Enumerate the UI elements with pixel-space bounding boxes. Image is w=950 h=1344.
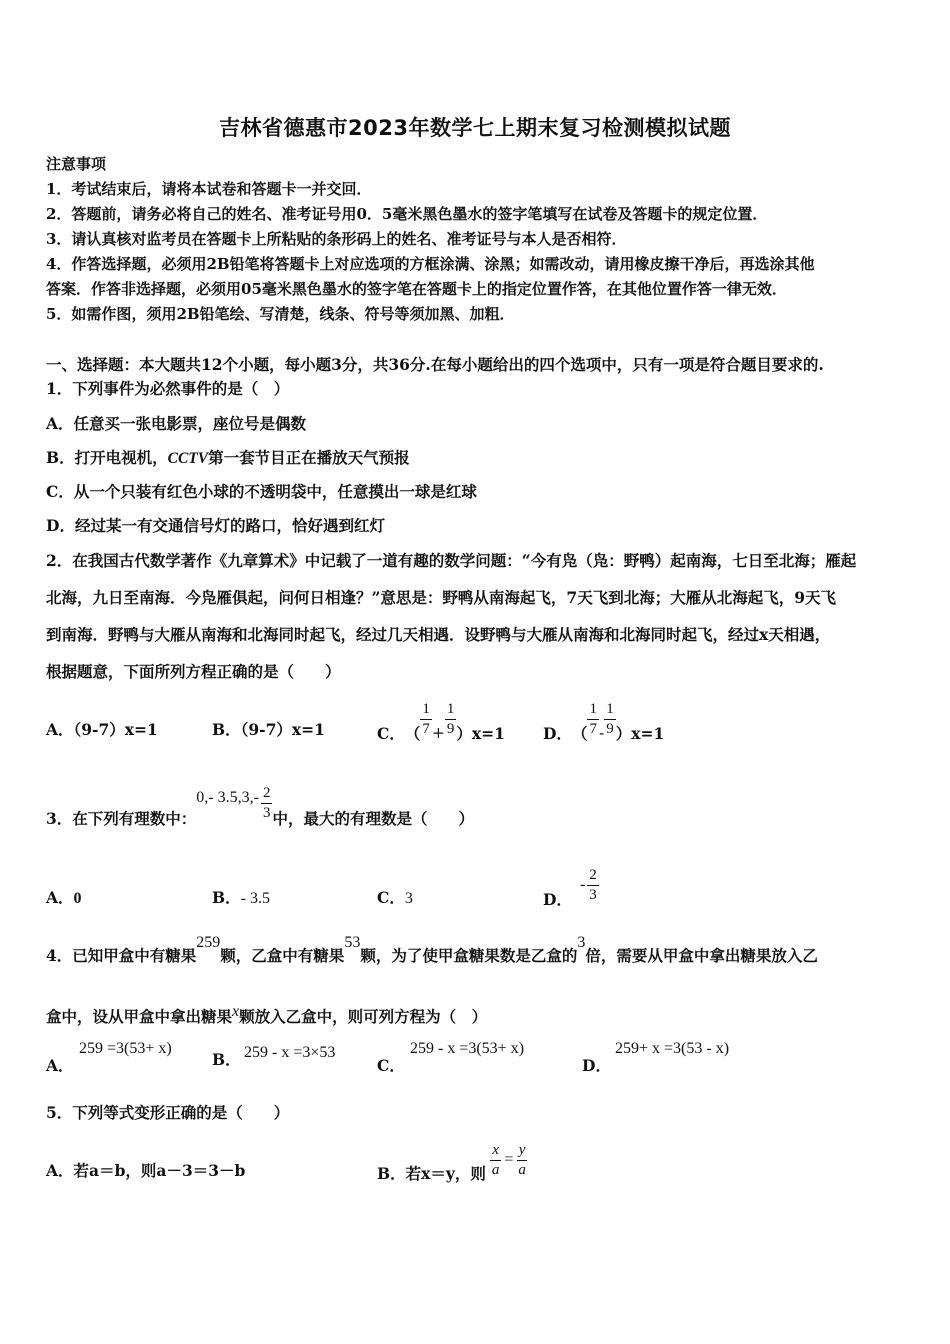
fraction-numerator: 1: [604, 702, 616, 720]
question-2-option-d: [543, 694, 664, 744]
fraction: [587, 868, 599, 903]
question-4-option-c-label: C．: [377, 1056, 405, 1075]
notice-heading: 注意事项: [46, 155, 107, 173]
question-5-option-a: A．若a＝b，则a－3＝3－b: [46, 1161, 246, 1180]
fraction-denominator: 9: [446, 720, 455, 737]
question-3-option-a: [46, 886, 82, 908]
question-4-option-c-eq: 259 - x =3(53+ x): [410, 1040, 525, 1057]
fraction: [516, 1143, 528, 1178]
equals-sign: =: [504, 1151, 514, 1168]
paren: （: [404, 724, 421, 743]
question-5-stem: 5．下列等式变形正确的是（ ）: [46, 1103, 290, 1122]
question-1-option-c: C．从一个只装有红色小球的不透明袋中，任意摸出一球是红球: [46, 482, 477, 501]
fraction: [445, 702, 457, 737]
question-4-option-d-label: D．: [582, 1056, 611, 1075]
fraction: [261, 786, 273, 821]
notice-item: 1．考试结束后，请将本试卷和答题卡一并交回．: [46, 180, 372, 198]
question-5-option-b: [377, 1136, 528, 1184]
option-label: C．: [377, 888, 405, 907]
notice-item: 4．作答选择题，必须用2B铅笔将答题卡上对应选项的方框涂满、涂黑；如需改动，请用橡皮擦干净后，再选涂其他: [46, 255, 815, 273]
question-3-stem: [46, 777, 474, 829]
question-1-option-b: [46, 446, 410, 468]
question-1-option-d: D．经过某一有交通信号灯的路口，恰好遇到红灯: [46, 516, 385, 535]
question-4-option-a-label: A．: [46, 1056, 74, 1075]
option-label: A．: [46, 888, 74, 907]
fraction: [604, 702, 616, 737]
minus-sign: -: [579, 876, 586, 893]
question-4-stem-line: [46, 1005, 487, 1027]
question-2-stem-line: 2．在我国古代数学著作《九章算术》中记载了一道有趣的数学问题：“今有凫（凫：野鸭）起南海，七日至北海；雁起: [46, 551, 857, 570]
option-label: D．: [543, 724, 572, 743]
question-3-option-b: [212, 886, 270, 908]
question-3-option-d: [543, 860, 599, 910]
number-list: 0,- 3.5,3,-: [196, 789, 259, 806]
question-2-option-b: B．（9-7）x=1: [212, 720, 325, 739]
question-1-option-a: A．任意买一张电影票，座位号是偶数: [46, 414, 307, 433]
stem-text: 颗放入乙盒中，则可列方程为（ ）: [239, 1007, 488, 1026]
fraction-denominator: a: [518, 1161, 526, 1178]
stem-text: 倍，需要从甲盒中拿出糖果放入乙: [585, 946, 818, 965]
fraction-denominator: 7: [422, 720, 430, 737]
fraction-denominator: 3: [589, 886, 597, 903]
fraction-denominator: 9: [606, 720, 614, 737]
number: 53: [344, 934, 361, 951]
fraction: [420, 702, 432, 737]
stem-text: 3．在下列有理数中：: [46, 809, 197, 828]
option-value: 3: [404, 890, 413, 907]
section-heading: 一、选择题：本大题共12个小题，每小题3分，共36分.在每小题给出的四个选项中，只有一项是符合题目要求的.: [46, 355, 824, 374]
option-value: 0: [73, 890, 82, 907]
paren-close: ）x=1: [615, 724, 665, 743]
number: 3: [577, 934, 586, 951]
fraction: [587, 702, 599, 737]
stem-text: 颗，为了使甲盒糖果数是乙盒的: [360, 946, 578, 965]
notice-item: 答案．作答非选择题，必须用05毫米黑色墨水的签字笔在答题卡上的指定位置作答，在其他位置作答一律无效．: [46, 280, 787, 298]
notice-item: 3．请认真核对监考员在答题卡上所粘贴的条形码上的姓名、准考证号与本人是否相符．: [46, 230, 627, 248]
question-4-option-b-label: B．: [212, 1050, 241, 1069]
question-4-stem-line: [46, 934, 818, 966]
option-b-text-rest: 第一套节目正在播放天气预报: [208, 448, 410, 467]
question-4-option-a-eq: 259 =3(53+ x): [79, 1040, 172, 1057]
fraction-numerator: 1: [445, 702, 457, 720]
option-label: B．: [212, 888, 241, 907]
page-title: 吉林省德惠市2023年数学七上期末复习检测模拟试题: [219, 116, 731, 140]
fraction-denominator: 7: [589, 720, 597, 737]
option-b-text: B．打开电视机，: [46, 448, 168, 467]
stem-text: 盒中，设从甲盒中拿出糖果: [46, 1007, 233, 1026]
question-2-stem-line: 到南海．野鸭与大雁从南海和北海同时起飞，经过几天相遇．设野鸭与大雁从南海和北海同时起飞，经过x天相遇，: [46, 625, 831, 644]
cctv-text: CCTV: [167, 450, 209, 467]
fraction-denominator: a: [491, 1161, 500, 1178]
stem-text: 颗，乙盒中有糖果: [220, 946, 345, 965]
paren-close: ）x=1: [456, 724, 505, 743]
number: 259: [196, 934, 221, 951]
question-1-stem: 1．下列事件为必然事件的是（ ）: [46, 379, 290, 398]
question-3-option-c: [377, 886, 413, 908]
question-2-option-a: A．（9-7）x=1: [46, 720, 158, 739]
question-2-stem-line: 根据题意，下面所列方程正确的是（ ）: [46, 662, 341, 681]
operator: -: [598, 724, 605, 742]
question-4-option-b-eq: 259 - x =3×53: [244, 1044, 336, 1061]
fraction-numerator: 2: [587, 868, 599, 886]
fraction-denominator: 3: [262, 804, 271, 821]
question-2-option-c: [377, 694, 505, 744]
option-value: - 3.5: [240, 890, 270, 907]
variable: x: [232, 1003, 240, 1020]
option-label: C．: [377, 724, 405, 743]
question-2-stem-line: 北海，九日至南海．今凫雁俱起，问何日相逢？”意思是：野鸭从南海起飞，7天飞到北海；大雁从北海起飞，9天飞: [46, 588, 836, 607]
stem-text: 4．已知甲盒中有糖果: [46, 946, 197, 965]
fraction-numerator: x: [490, 1143, 501, 1161]
question-4-option-d-eq: 259+ x =3(53 - x): [615, 1040, 730, 1057]
fraction-numerator: 2: [261, 786, 273, 804]
paren: （: [571, 724, 588, 743]
stem-text-rest: 中，最大的有理数是（ ）: [272, 809, 474, 828]
option-text: B．若x＝y，则: [377, 1164, 486, 1183]
fraction-numerator: 1: [587, 702, 599, 720]
notice-item: 2．答题前，请务必将自己的姓名、准考证号用0．5毫米黑色墨水的签字笔填写在试卷及答题卡的规定位置．: [46, 205, 768, 223]
option-label: D．: [543, 890, 572, 909]
fraction: [490, 1143, 502, 1178]
fraction-numerator: y: [517, 1143, 528, 1161]
fraction-numerator: 1: [420, 702, 432, 720]
operator: +: [431, 724, 445, 742]
notice-item: 5．如需作图，须用2B铅笔绘、写清楚，线条、符号等须加黑、加粗．: [46, 305, 515, 323]
